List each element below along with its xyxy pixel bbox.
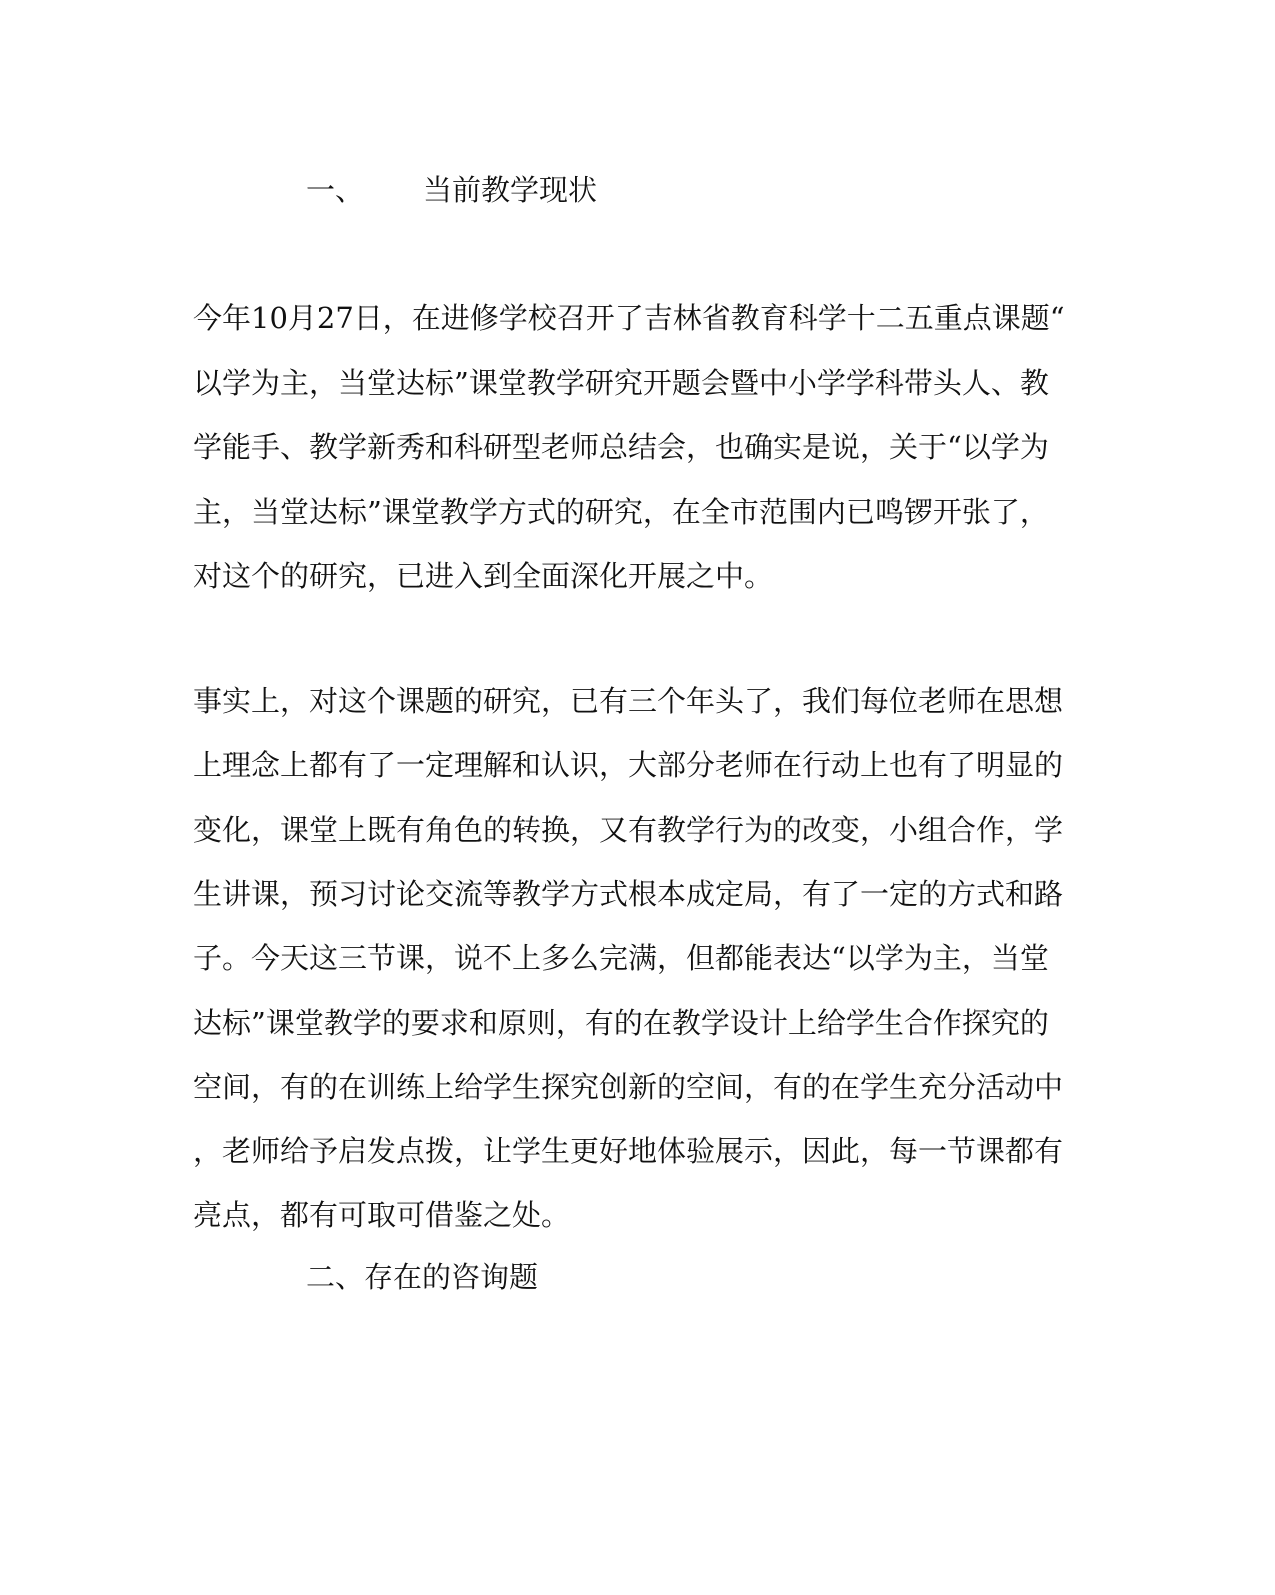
section1-title: 当前教学现状 bbox=[423, 173, 598, 207]
paragraph-line: 对这个的研究，已进入到全面深化开展之中。 bbox=[193, 559, 774, 593]
paragraph-line: 主，当堂达标”课堂教学方式的研究，在全市范围内已鸣锣开张了， bbox=[193, 495, 1049, 529]
paragraph-line: 亮点，都有可取可借鉴之处。 bbox=[193, 1198, 571, 1232]
paragraph-line: 子。今天这三节课，说不上多么完满，但都能表达“以学为主，当堂 bbox=[193, 941, 1049, 975]
section1-number: 一、 bbox=[306, 173, 365, 207]
paragraph-line: 达标”课堂教学的要求和原则，有的在教学设计上给学生合作探究的 bbox=[193, 1006, 1049, 1040]
paragraph-line: 事实上，对这个课题的研究，已有三个年头了，我们每位老师在思想 bbox=[193, 684, 1064, 718]
paragraph-line: 上理念上都有了一定理解和认识，大部分老师在行动上也有了明显的 bbox=[193, 748, 1064, 782]
paragraph-line: 以学为主，当堂达标”课堂教学研究开题会暨中小学学科带头人、教 bbox=[193, 366, 1049, 400]
paragraph-line: 空间，有的在训练上给学生探究创新的空间，有的在学生充分活动中 bbox=[193, 1070, 1064, 1104]
paragraph-line: ，老师给予启发点拨，让学生更好地体验展示，因此，每一节课都有 bbox=[193, 1134, 1064, 1168]
paragraph-line: 变化，课堂上既有角色的转换，又有教学行为的改变，小组合作，学 bbox=[193, 813, 1064, 847]
paragraph-line: 生讲课，预习讨论交流等教学方式根本成定局，有了一定的方式和路 bbox=[193, 877, 1064, 911]
section2-heading: 二、存在的咨询题 bbox=[306, 1260, 539, 1294]
paragraph-line: 学能手、教学新秀和科研型老师总结会，也确实是说，关于“以学为 bbox=[193, 430, 1049, 464]
paragraph-line: 今年10月27日，在进修学校召开了吉林省教育科学十二五重点课题“ bbox=[193, 301, 1065, 335]
